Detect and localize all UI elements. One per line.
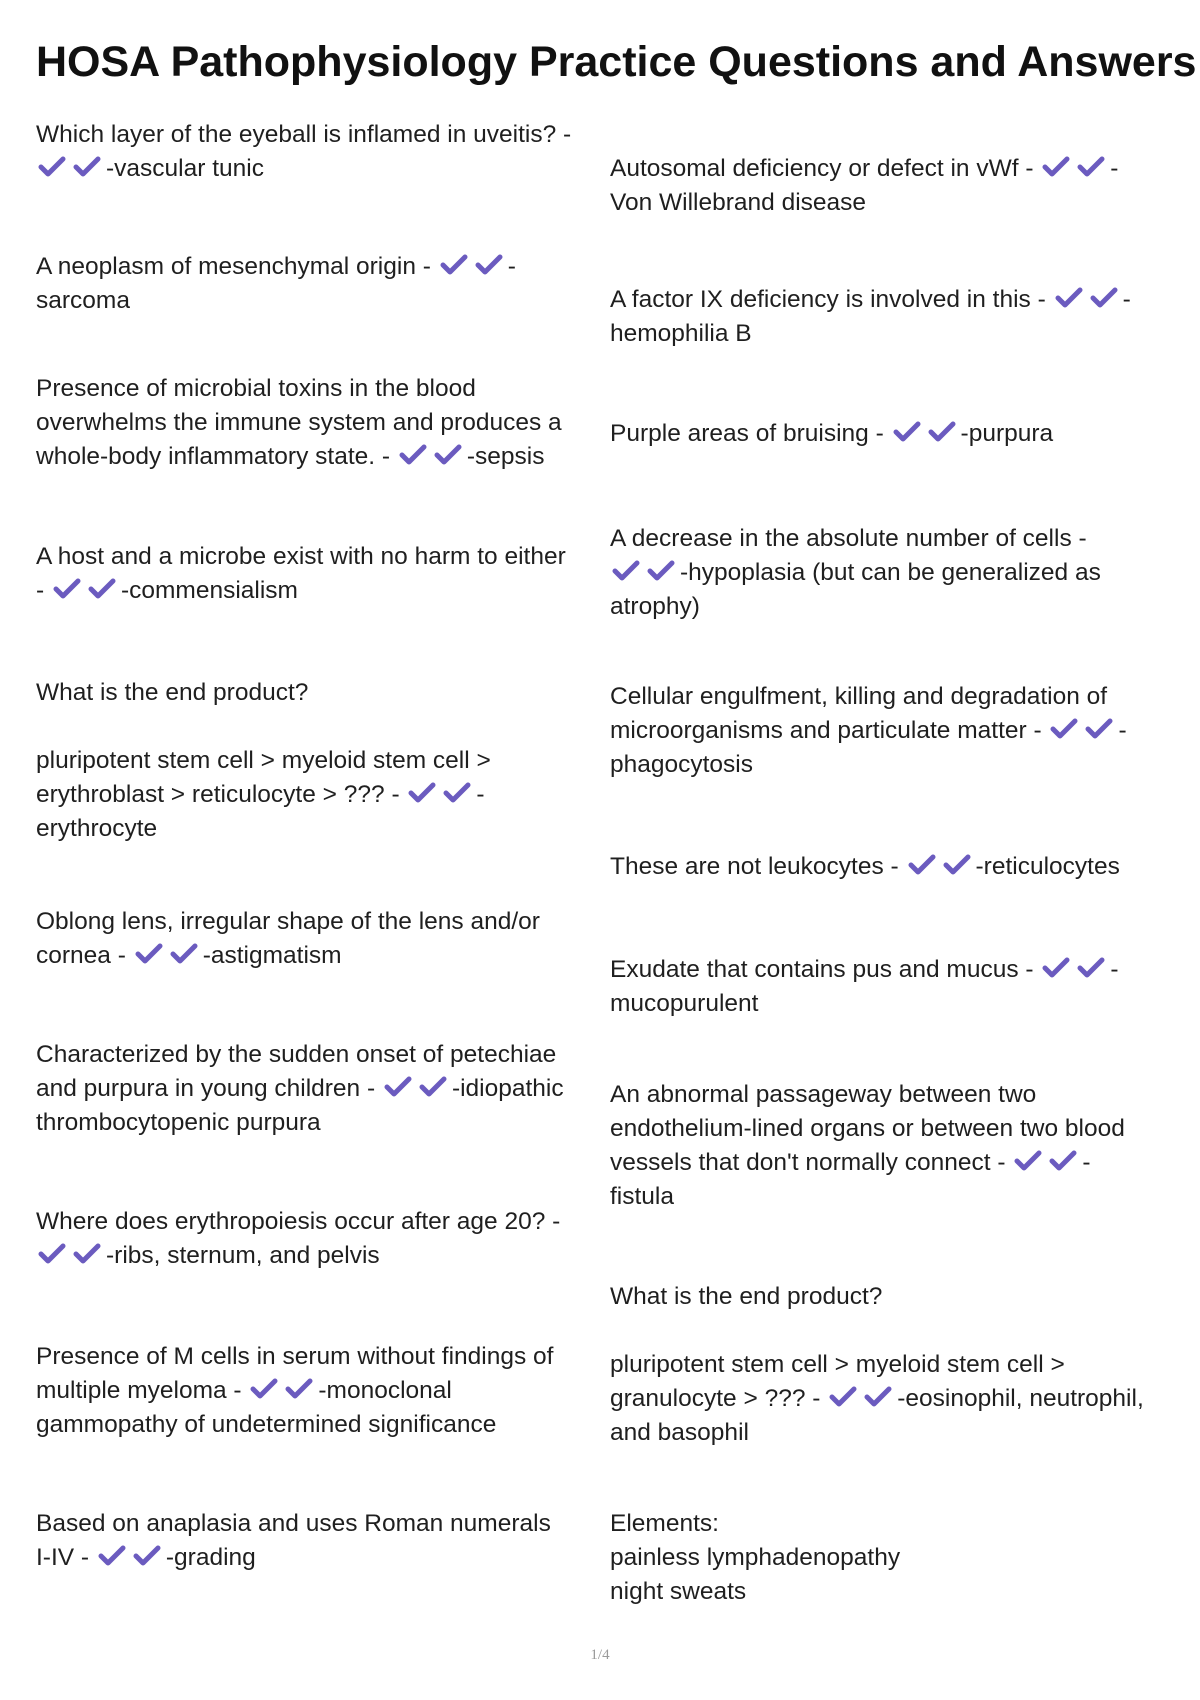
qa-item [610, 680, 1180, 782]
qa-item [610, 1280, 1180, 1450]
question-text: Purple areas of bruising - [610, 420, 891, 447]
qa-item [36, 1038, 596, 1140]
question-text: I-IV - [36, 1544, 96, 1571]
check-icon [941, 852, 972, 878]
answer-text: -reticulocytes [975, 853, 1120, 880]
check-icon [1053, 285, 1084, 311]
check-icon [71, 1241, 102, 1267]
qa-item [36, 905, 596, 973]
answer-text: -grading [165, 1544, 256, 1571]
check-icon [926, 419, 957, 445]
question-line: overwhelms the immune system and produces a [36, 409, 562, 436]
question-line: A host and a microbe exist with no harm to either [36, 543, 566, 570]
question-text: multiple myeloma - [36, 1377, 249, 1404]
answer-line: gammopathy of undetermined significance [36, 1411, 497, 1438]
qa-item [610, 283, 1180, 351]
answer-text: -purpura [960, 420, 1054, 447]
question-line: An abnormal passageway between two [610, 1081, 1037, 1108]
check-icon [906, 852, 937, 878]
qa-item [610, 850, 1180, 884]
document-title: HOSA Pathophysiology Practice Questions and Answers [36, 38, 1197, 86]
check-icon [1047, 1148, 1078, 1174]
qa-item [36, 1205, 596, 1273]
question-text: erythroblast > reticulocyte > ??? - [36, 781, 407, 808]
check-icon [96, 1543, 127, 1569]
answer-line: Von Willebrand disease [610, 189, 867, 216]
answer-text: -ribs, sternum, and pelvis [106, 1242, 380, 1269]
qa-item [610, 1507, 1180, 1609]
check-icon [1083, 716, 1114, 742]
check-icon [406, 780, 437, 806]
question-line [610, 1314, 1180, 1348]
check-icon [131, 1543, 162, 1569]
question-line: Cellular engulfment, killing and degradation of [610, 683, 1108, 710]
check-icon [441, 780, 472, 806]
check-icon [891, 419, 922, 445]
question-line: A decrease in the absolute number of cells - [610, 525, 1087, 552]
qa-item [610, 522, 1180, 624]
check-icon [417, 1074, 448, 1100]
check-icon [432, 442, 463, 468]
answer-text: - [1118, 717, 1127, 744]
answer-text: - [476, 781, 485, 808]
question-text: Exudate that contains pus and mucus - [610, 956, 1041, 983]
answer-text: - [1082, 1149, 1091, 1176]
page-indicator: 1/4 [590, 1647, 610, 1663]
qa-item [36, 1340, 596, 1442]
qa-item [610, 1078, 1180, 1214]
question-text: - [36, 577, 51, 604]
answer-line: erythrocyte [36, 815, 158, 842]
question-line: night sweats [610, 1578, 747, 1605]
check-icon [382, 1074, 413, 1100]
check-icon [473, 252, 504, 278]
qa-item [36, 118, 596, 186]
question-text: whole-body inflammatory state. - [36, 443, 397, 470]
question-line: Characterized by the sudden onset of petechiae [36, 1041, 557, 1068]
check-icon [610, 558, 641, 584]
check-icon [1075, 955, 1106, 981]
check-icon [438, 252, 469, 278]
question-line: Based on anaplasia and uses Roman numerals [36, 1510, 551, 1537]
qa-item [36, 250, 596, 318]
check-icon [1048, 716, 1079, 742]
question-line [36, 710, 596, 744]
question-text: A factor IX deficiency is involved in this - [610, 286, 1053, 313]
qa-item [610, 953, 1180, 1021]
question-text: These are not leukocytes - [610, 853, 906, 880]
qa-item [36, 676, 596, 846]
answer-text: -sepsis [466, 443, 545, 470]
check-icon [397, 442, 428, 468]
check-icon [36, 1241, 67, 1267]
check-icon [827, 1384, 858, 1410]
answer-line: and basophil [610, 1419, 749, 1446]
check-icon [86, 576, 117, 602]
question-text: microorganisms and particulate matter - [610, 717, 1049, 744]
question-line: Which layer of the eyeball is inflamed in uveitis? - [36, 121, 572, 148]
answer-text: -eosinophil, neutrophil, [897, 1385, 1144, 1412]
check-icon [1012, 1148, 1043, 1174]
answer-line: sarcoma [36, 287, 130, 314]
answer-text: - [1110, 155, 1119, 182]
check-icon [1040, 154, 1071, 180]
check-icon [283, 1376, 314, 1402]
check-icon [248, 1376, 279, 1402]
check-icon [168, 941, 199, 967]
qa-item [610, 417, 1180, 451]
question-text: A neoplasm of mesenchymal origin - [36, 253, 438, 280]
question-text: Autosomal deficiency or defect in vWf - [610, 155, 1041, 182]
answer-line: fistula [610, 1183, 675, 1210]
check-icon [71, 154, 102, 180]
answer-text: -hypoplasia (but can be generalized as [680, 559, 1101, 586]
check-icon [1040, 955, 1071, 981]
question-line: Oblong lens, irregular shape of the lens and/or [36, 908, 540, 935]
question-text: vessels that don't normally connect - [610, 1149, 1013, 1176]
answer-text: - [1110, 956, 1119, 983]
question-line: painless lymphadenopathy [610, 1544, 901, 1571]
qa-item [36, 372, 596, 474]
check-icon [1075, 154, 1106, 180]
answer-line: phagocytosis [610, 751, 754, 778]
question-text: granulocyte > ??? - [610, 1385, 828, 1412]
answer-text: -vascular tunic [106, 155, 264, 182]
check-icon [51, 576, 82, 602]
answer-line: hemophilia B [610, 320, 752, 347]
question-line: What is the end product? [36, 679, 309, 706]
check-icon [645, 558, 676, 584]
answer-line: atrophy) [610, 593, 700, 620]
check-icon [862, 1384, 893, 1410]
answer-text: - [507, 253, 516, 280]
qa-item [36, 540, 596, 608]
answer-text: - [1122, 286, 1131, 313]
answer-text: -monoclonal [318, 1377, 452, 1404]
question-line: Presence of microbial toxins in the blood [36, 375, 476, 402]
answer-line: thrombocytopenic purpura [36, 1109, 321, 1136]
question-text: cornea - [36, 942, 133, 969]
question-line: Where does erythropoiesis occur after age 20? - [36, 1208, 561, 1235]
qa-item [36, 1507, 596, 1575]
answer-line: mucopurulent [610, 990, 759, 1017]
answer-text: -astigmatism [202, 942, 342, 969]
check-icon [36, 154, 67, 180]
question-line: What is the end product? [610, 1283, 883, 1310]
question-line: Elements: [610, 1510, 719, 1537]
answer-text: -commensialism [120, 577, 298, 604]
question-line: pluripotent stem cell > myeloid stem cell > [610, 1351, 1065, 1378]
check-icon [1088, 285, 1119, 311]
qa-item [610, 152, 1180, 220]
question-line: endothelium-lined organs or between two blood [610, 1115, 1125, 1142]
answer-text: -idiopathic [451, 1075, 564, 1102]
check-icon [133, 941, 164, 967]
question-line: pluripotent stem cell > myeloid stem cell > [36, 747, 491, 774]
question-text: and purpura in young children - [36, 1075, 382, 1102]
question-line: Presence of M cells in serum without findings of [36, 1343, 554, 1370]
